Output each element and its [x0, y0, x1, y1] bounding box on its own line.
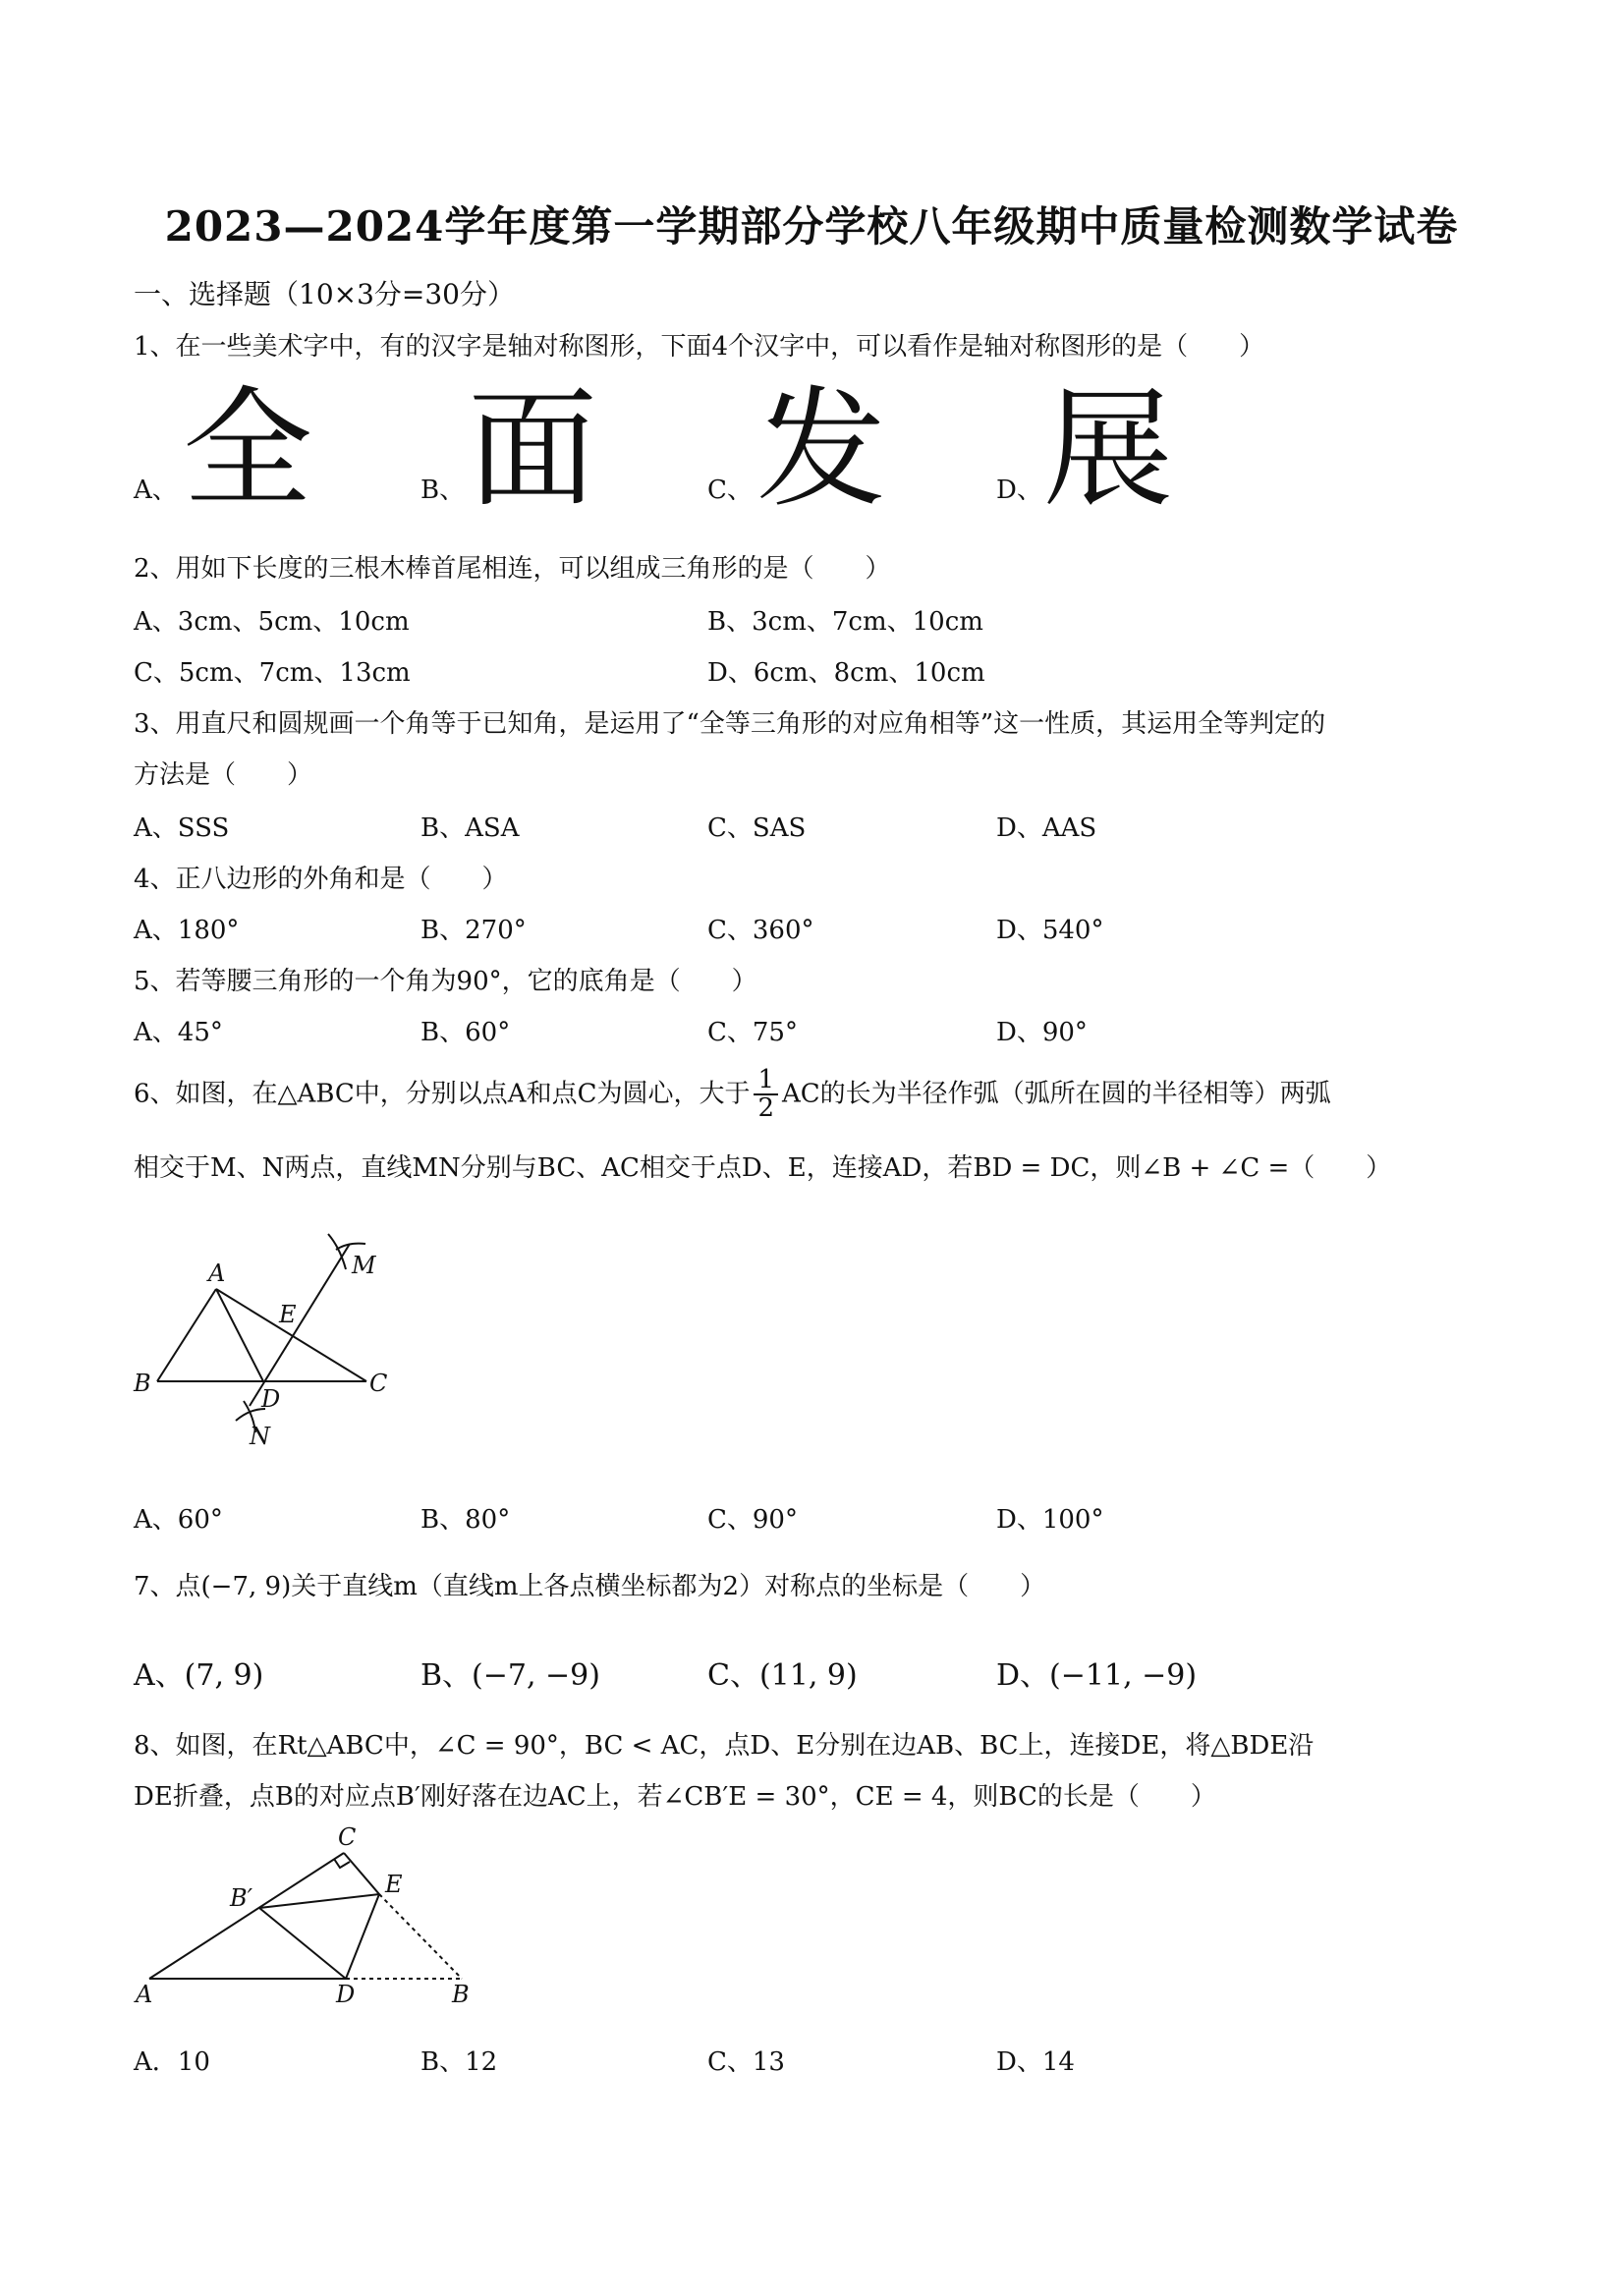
- q8-option-c: C、13: [707, 2047, 785, 2077]
- q4-option-a: A、180°: [134, 916, 240, 945]
- q8-label-b-prime: B′: [230, 1884, 253, 1912]
- q6-option-a: A、60°: [134, 1505, 223, 1535]
- q6-option-d: D、100°: [996, 1505, 1104, 1535]
- q6-fraction: [754, 1067, 778, 1123]
- q8-label-d: D: [336, 1981, 356, 2008]
- q8-label-a: A: [136, 1981, 153, 2008]
- q8-figure: [128, 1814, 491, 2010]
- q1-option-a-char: 全: [183, 374, 312, 526]
- q5-option-d: D、90°: [996, 1018, 1088, 1047]
- q3-option-d: D、AAS: [996, 813, 1097, 843]
- q3-stem-line2: 方法是（ ）: [134, 760, 313, 790]
- q6-option-c: C、90°: [707, 1505, 798, 1535]
- q1-stem: 1、在一些美术字中，有的汉字是轴对称图形，下面4个汉字中，可以看作是轴对称图形的是（ ）: [134, 332, 1265, 362]
- section-heading: 一、选择题（10×3分=30分）: [134, 278, 515, 310]
- q7-option-c: C、(11, 9): [707, 1658, 858, 1693]
- q5-option-b: B、60°: [420, 1018, 511, 1047]
- q8-option-a: A．10: [134, 2047, 210, 2077]
- q3-option-c: C、SAS: [707, 813, 807, 843]
- q8-line-ce: [344, 1853, 379, 1894]
- q8-option-d: D、14: [996, 2047, 1075, 2077]
- q2-option-d: D、6cm、8cm、10cm: [707, 658, 985, 688]
- q8-line-b1d: [259, 1908, 346, 1979]
- q8-option-b: B、12: [420, 2047, 498, 2077]
- q7-stem: 7、点(−7, 9)关于直线m（直线m上各点横坐标都为2）对称点的坐标是（ ）: [134, 1572, 1046, 1601]
- q1-option-c-label: C、: [707, 476, 753, 505]
- q3-stem-line1: 3、用直尺和圆规画一个角等于已知角，是运用了“全等三角形的对应角相等”这一性质，其运用全等判定的: [134, 709, 1326, 739]
- q4-option-b: B、270°: [420, 916, 527, 945]
- q6-stem-line1: [134, 1067, 1331, 1123]
- q7-option-b: B、(−7, −9): [420, 1658, 600, 1693]
- q6-line-ab: [157, 1289, 216, 1381]
- q5-stem: 5、若等腰三角形的一个角为90°，它的底角是（ ）: [134, 967, 757, 996]
- q1-option-b-char: 面: [468, 374, 597, 526]
- q3-option-b: B、ASA: [420, 813, 520, 843]
- q4-stem: 4、正八边形的外角和是（ ）: [134, 865, 508, 894]
- q1-option-d-char: 展: [1043, 374, 1173, 526]
- q6-frac-numerator: 1: [754, 1067, 778, 1095]
- q1-option-c-char: 发: [756, 374, 886, 526]
- q1-option-d-label: D、: [996, 476, 1042, 505]
- q2-stem: 2、用如下长度的三根木棒首尾相连，可以组成三角形的是（ ）: [134, 554, 891, 584]
- q6-label-a: A: [208, 1260, 226, 1287]
- q1-option-a-label: A、: [134, 476, 178, 505]
- q6-label-c: C: [369, 1370, 388, 1397]
- q8-line-ac: [149, 1853, 344, 1979]
- q6-label-n: N: [250, 1423, 270, 1450]
- q8-label-e: E: [385, 1871, 403, 1898]
- q6-label-b: B: [134, 1370, 151, 1397]
- q8-line-de: [346, 1894, 379, 1979]
- q6-line1-pre: 6、如图，在△ABC中，分别以点A和点C为圆心，大于: [134, 1079, 751, 1109]
- q6-label-d: D: [261, 1385, 281, 1413]
- q5-option-c: C、75°: [707, 1018, 798, 1047]
- q7-option-a: A、(7, 9): [134, 1658, 264, 1693]
- q8-label-c: C: [338, 1823, 357, 1851]
- q4-option-d: D、540°: [996, 916, 1104, 945]
- q8-right-angle-mark: [334, 1859, 350, 1868]
- q6-option-b: B、80°: [420, 1505, 511, 1535]
- q6-line1-post: AC的长为半径作弧（弧所在圆的半径相等）两弧: [782, 1079, 1331, 1109]
- q6-arc-m2: [336, 1244, 365, 1250]
- q6-label-m: M: [352, 1252, 376, 1279]
- q5-option-a: A、45°: [134, 1018, 223, 1047]
- q8-stem-line2: DE折叠，点B的对应点B′刚好落在边AC上，若∠CB′E = 30°，CE = 4，则BC的长是（ ）: [134, 1782, 1216, 1812]
- q2-option-a: A、3cm、5cm、10cm: [134, 607, 410, 637]
- q6-stem-line2: 相交于M、N两点，直线MN分别与BC、AC相交于点D、E，连接AD，若BD = DC，则∠B + ∠C =（ ）: [134, 1153, 1392, 1183]
- q8-dashed-eb: [379, 1894, 462, 1979]
- q3-option-a: A、SSS: [134, 813, 230, 843]
- q1-option-b-label: B、: [420, 476, 466, 505]
- q7-option-d: D、(−11, −9): [996, 1658, 1198, 1693]
- q4-option-c: C、360°: [707, 916, 814, 945]
- q2-option-c: C、5cm、7cm、13cm: [134, 658, 411, 688]
- q6-frac-denominator: 2: [757, 1093, 775, 1124]
- q6-label-e: E: [279, 1301, 297, 1328]
- q8-label-b: B: [452, 1981, 470, 2008]
- q6-figure: [128, 1214, 413, 1460]
- q2-option-b: B、3cm、7cm、10cm: [707, 607, 983, 637]
- page-title: 2023—2024学年度第一学期部分学校八年级期中质量检测数学试卷: [164, 202, 1459, 251]
- q8-stem-line1: 8、如图，在Rt△ABC中，∠C = 90°，BC < AC，点D、E分别在边AB、BC上，连接DE，将△BDE沿: [134, 1731, 1315, 1761]
